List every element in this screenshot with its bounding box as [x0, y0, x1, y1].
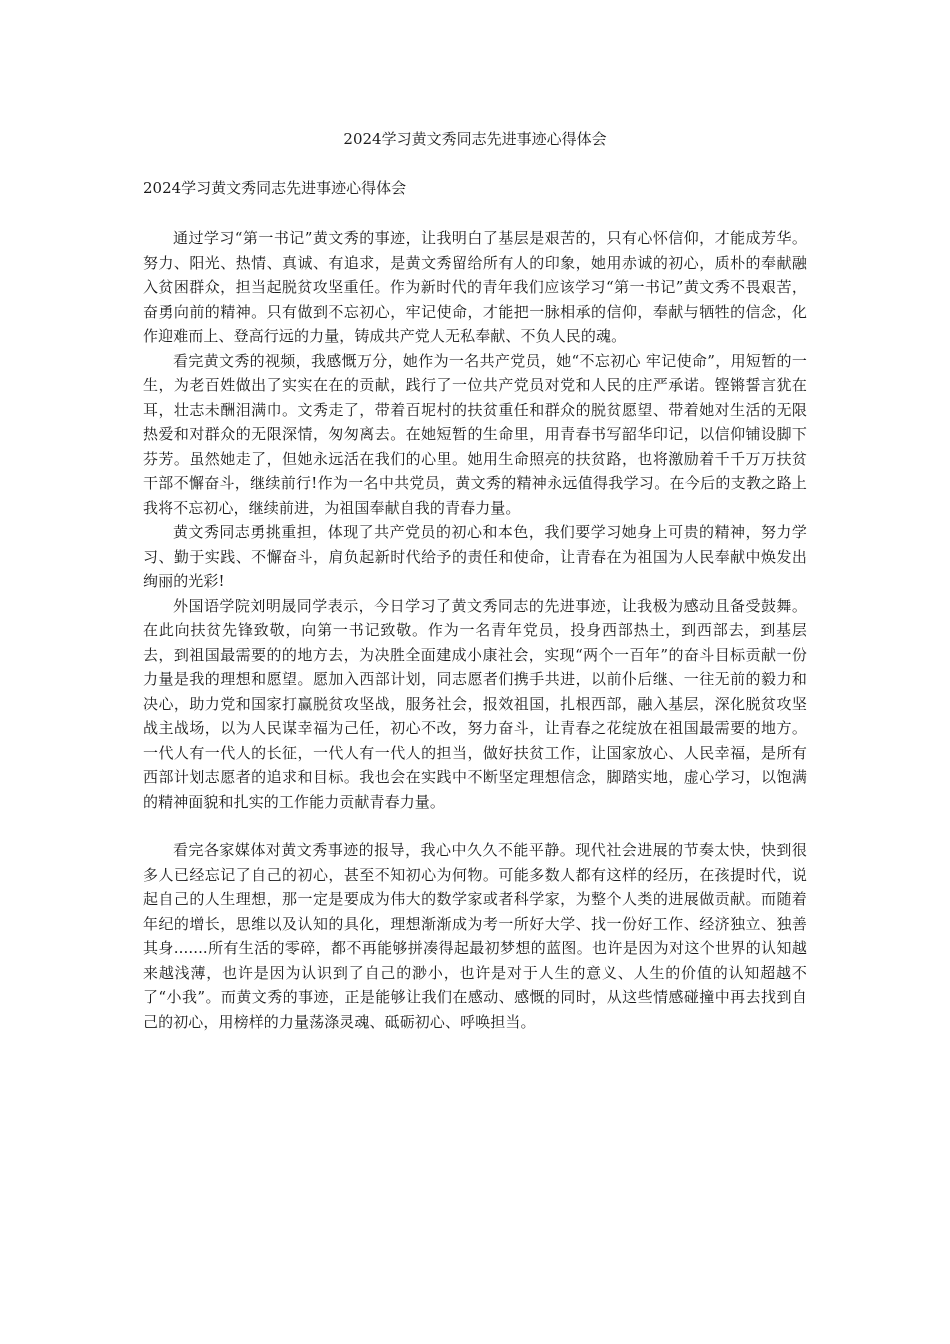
paragraph-5: 看完各家媒体对黄文秀事迹的报导，我心中久久不能平静。现代社会进展的节奏太快，快到很多人已经忘记了自己的初心，甚至不知初心为何物。可能多数人都有这样的经历，在孩提时代，说起自己的人生理想，那一定是要成为伟大的数学家或者科学家，为整个人类的进展做贡献。而随着年纪的增长，思维以及认知的具化，理想渐渐成为考一所好大学、找一份好工作、经济独立、独善其身.......所有生活的零碎，都不再能够拼凑得起最初梦想的蓝图。也许是因为对这个世界的认知越来越浅薄，也许是因为认识到了自己的渺小，也许是对于人生的意义、人生的价值的认知超越不了“小我”。而黄文秀的事迹，正是能够让我们在感动、感慨的同时，从这些情感碰撞中再去找到自己的初心，用榜样的力量荡涤灵魂、砥砺初心、呼唤担当。: [143, 841, 807, 1031]
document-page: [143, 0, 807, 1344]
paragraph-4: 外国语学院刘明晟同学表示，今日学习了黄文秀同志的先进事迹，让我极为感动且备受鼓舞。在此向扶贫先锋致敬，向第一书记致敬。作为一名青年党员，投身西部热土，到西部去，到基层去，到祖国最需要的的地方去，为决胜全面建成小康社会，实现“两个一百年”的奋斗目标贡献一份力量是我的理想和愿望。愿加入西部计划，同志愿者们携手共进，以前仆后继、一往无前的毅力和决心，助力党和国家打赢脱贫攻坚战，服务社会，报效祖国，扎根西部，融入基层，深化脱贫攻坚战主战场，以为人民谋幸福为己任，初心不改，努力奋斗，让青春之花绽放在祖国最需要的地方。一代人有一代人的长征，一代人有一代人的担当，做好扶贫工作，让国家放心、人民幸福，是所有西部计划志愿者的追求和目标。我也会在实践中不断坚定理想信念，脚踏实地，虚心学习，以饱满的精神面貌和扎实的工作能力贡献青春力量。: [143, 596, 807, 811]
paragraph-1: 通过学习“第一书记”黄文秀的事迹，让我明白了基层是艰苦的，只有心怀信仰，才能成芳华。努力、阳光、热情、真诚、有追求，是黄文秀留给所有人的印象，她用赤诚的初心，质朴的奉献融入贫困群众，担当起脱贫攻坚重任。作为新时代的青年我们应该学习“第一书记”黄文秀不畏艰苦，奋勇向前的精神。只有做到不忘初心，牢记使命，才能把一脉相承的信仰，奉献与牺牲的信念，化作迎难而上、登高行远的力量，铸成共产党人无私奉献、不负人民的魂。: [143, 229, 807, 345]
document-subtitle: 2024学习黄文秀同志先进事迹心得体会: [143, 179, 407, 197]
document-title: 2024学习黄文秀同志先进事迹心得体会: [343, 130, 607, 148]
document-body: [143, 226, 807, 1034]
paragraph-3: 黄文秀同志勇挑重担，体现了共产党员的初心和本色，我们要学习她身上可贵的精神，努力学习、勤于实践、不懈奋斗，肩负起新时代给予的责任和使命，让青春在为祖国为人民奉献中焕发出绚丽的光彩!: [143, 523, 807, 590]
paragraph-2: 看完黄文秀的视频，我感慨万分，她作为一名共产党员，她“不忘初心 牢记使命”，用短暂的一生，为老百姓做出了实实在在的贡献，践行了一位共产党员对党和人民的庄严承诺。铿锵誓言犹在耳，壮志未酬泪满巾。文秀走了，带着百坭村的扶贫重任和群众的脱贫愿望、带着她对生活的无限热爱和对群众的无限深情，匆匆离去。在她短暂的生命里，用青春书写韶华印记，以信仰铺设脚下芬芳。虽然她走了，但她永远活在我们的心里。她用生命照亮的扶贫路，也将激励着千千万万扶贫干部不懈奋斗，继续前行!作为一名中共党员，黄文秀的精神永远值得我学习。在今后的支教之路上我将不忘初心，继续前进，为祖国奉献自我的青春力量。: [143, 351, 807, 517]
